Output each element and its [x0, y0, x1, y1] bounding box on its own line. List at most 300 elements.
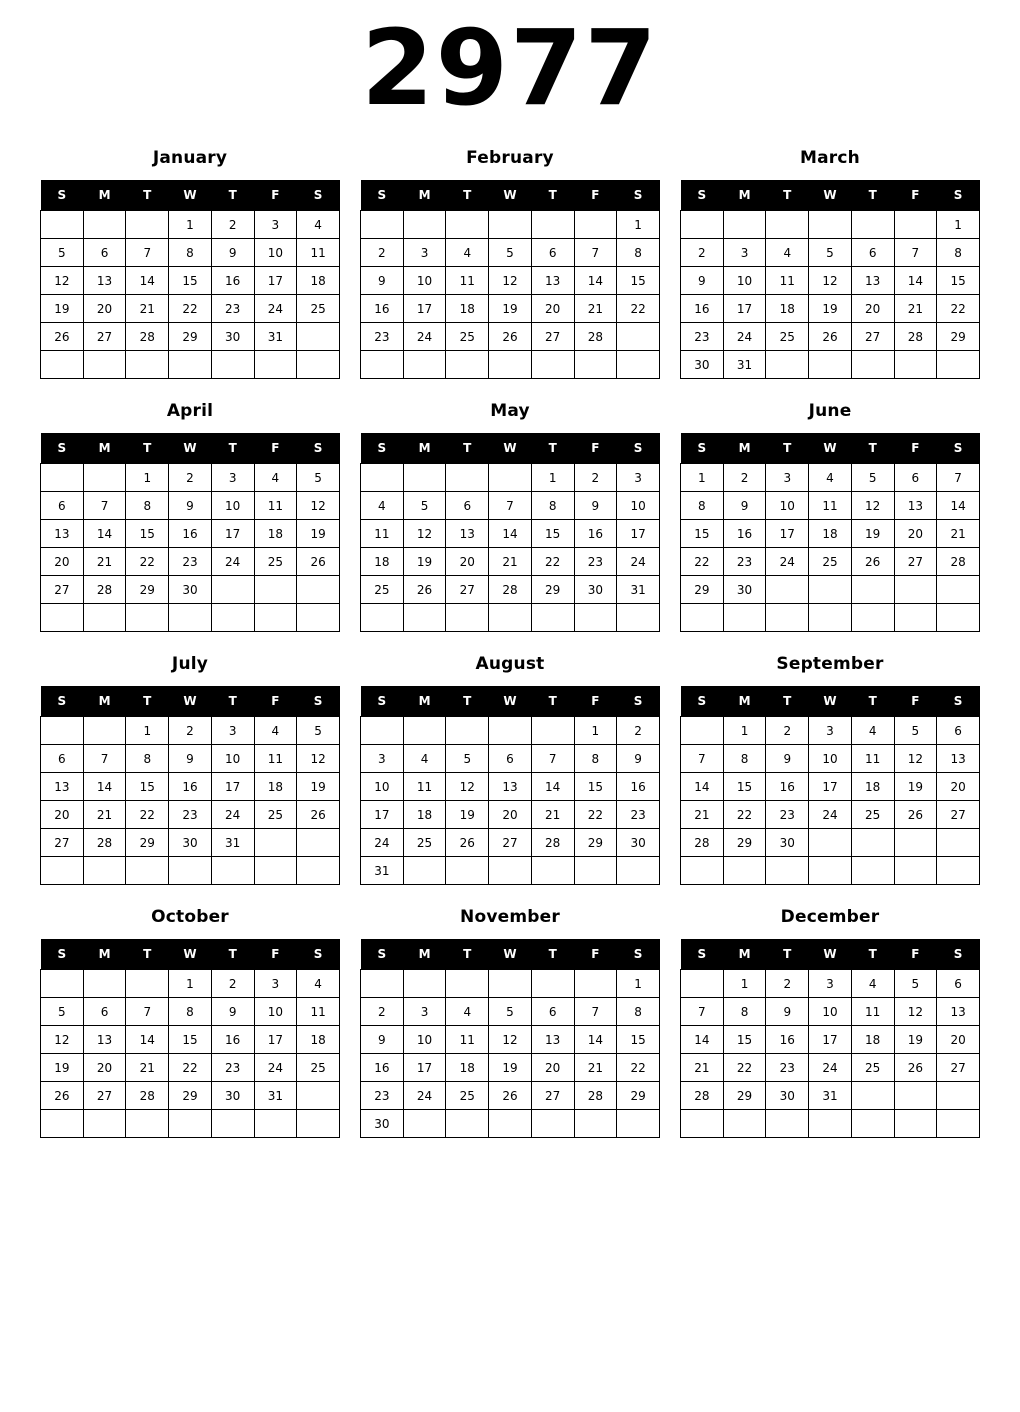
day-cell[interactable]: 4 — [851, 970, 894, 998]
day-cell[interactable]: 10 — [403, 1026, 446, 1054]
day-cell[interactable]: 17 — [617, 520, 660, 548]
day-cell[interactable]: 6 — [937, 970, 980, 998]
day-cell[interactable]: 14 — [531, 773, 574, 801]
day-cell[interactable]: 27 — [937, 1054, 980, 1082]
day-cell[interactable]: 14 — [126, 1026, 169, 1054]
day-cell[interactable]: 28 — [489, 576, 532, 604]
day-cell[interactable]: 30 — [169, 829, 212, 857]
day-cell[interactable]: 20 — [41, 801, 84, 829]
day-cell[interactable]: 7 — [83, 492, 126, 520]
day-cell[interactable]: 27 — [83, 323, 126, 351]
day-cell[interactable]: 2 — [169, 717, 212, 745]
day-cell[interactable]: 15 — [723, 773, 766, 801]
day-cell[interactable]: 24 — [617, 548, 660, 576]
day-cell[interactable]: 25 — [254, 801, 297, 829]
day-cell[interactable]: 1 — [723, 717, 766, 745]
day-cell[interactable]: 2 — [766, 970, 809, 998]
day-cell[interactable]: 25 — [297, 1054, 340, 1082]
day-cell[interactable]: 16 — [681, 295, 724, 323]
day-cell[interactable]: 1 — [617, 970, 660, 998]
day-cell[interactable]: 23 — [211, 1054, 254, 1082]
day-cell[interactable]: 21 — [894, 295, 937, 323]
day-cell[interactable]: 23 — [211, 295, 254, 323]
day-cell[interactable]: 27 — [531, 323, 574, 351]
day-cell[interactable]: 9 — [211, 239, 254, 267]
day-cell[interactable]: 15 — [531, 520, 574, 548]
day-cell[interactable]: 9 — [723, 492, 766, 520]
day-cell[interactable]: 14 — [894, 267, 937, 295]
day-cell[interactable]: 9 — [574, 492, 617, 520]
day-cell[interactable]: 26 — [41, 323, 84, 351]
day-cell[interactable]: 8 — [723, 745, 766, 773]
day-cell[interactable]: 9 — [617, 745, 660, 773]
day-cell[interactable]: 4 — [403, 745, 446, 773]
day-cell[interactable]: 17 — [809, 773, 852, 801]
day-cell[interactable]: 28 — [681, 1082, 724, 1110]
day-cell[interactable]: 11 — [297, 239, 340, 267]
day-cell[interactable]: 30 — [211, 1082, 254, 1110]
day-cell[interactable]: 5 — [489, 239, 532, 267]
day-cell[interactable]: 8 — [126, 745, 169, 773]
day-cell[interactable]: 14 — [937, 492, 980, 520]
day-cell[interactable]: 10 — [809, 745, 852, 773]
day-cell[interactable]: 19 — [297, 773, 340, 801]
day-cell[interactable]: 6 — [41, 492, 84, 520]
day-cell[interactable]: 2 — [681, 239, 724, 267]
day-cell[interactable]: 11 — [254, 745, 297, 773]
day-cell[interactable]: 12 — [851, 492, 894, 520]
day-cell[interactable]: 24 — [403, 1082, 446, 1110]
day-cell[interactable]: 22 — [169, 295, 212, 323]
day-cell[interactable]: 3 — [809, 970, 852, 998]
day-cell[interactable]: 30 — [681, 351, 724, 379]
day-cell[interactable]: 28 — [894, 323, 937, 351]
day-cell[interactable]: 29 — [169, 323, 212, 351]
day-cell[interactable]: 30 — [766, 1082, 809, 1110]
day-cell[interactable]: 19 — [41, 295, 84, 323]
day-cell[interactable]: 23 — [617, 801, 660, 829]
day-cell[interactable]: 27 — [446, 576, 489, 604]
day-cell[interactable]: 25 — [809, 548, 852, 576]
day-cell[interactable]: 20 — [937, 773, 980, 801]
day-cell[interactable]: 6 — [851, 239, 894, 267]
day-cell[interactable]: 24 — [211, 801, 254, 829]
day-cell[interactable]: 26 — [297, 801, 340, 829]
day-cell[interactable]: 26 — [894, 801, 937, 829]
day-cell[interactable]: 23 — [723, 548, 766, 576]
day-cell[interactable]: 21 — [83, 548, 126, 576]
day-cell[interactable]: 1 — [617, 211, 660, 239]
day-cell[interactable]: 9 — [361, 267, 404, 295]
day-cell[interactable]: 22 — [681, 548, 724, 576]
day-cell[interactable]: 4 — [446, 998, 489, 1026]
day-cell[interactable]: 5 — [446, 745, 489, 773]
day-cell[interactable]: 2 — [617, 717, 660, 745]
day-cell[interactable]: 10 — [809, 998, 852, 1026]
day-cell[interactable]: 28 — [574, 1082, 617, 1110]
day-cell[interactable]: 22 — [617, 295, 660, 323]
day-cell[interactable]: 23 — [169, 801, 212, 829]
day-cell[interactable]: 14 — [574, 267, 617, 295]
day-cell[interactable]: 6 — [83, 239, 126, 267]
day-cell[interactable]: 19 — [297, 520, 340, 548]
day-cell[interactable]: 24 — [809, 1054, 852, 1082]
day-cell[interactable]: 6 — [531, 998, 574, 1026]
day-cell[interactable]: 2 — [361, 239, 404, 267]
day-cell[interactable]: 10 — [361, 773, 404, 801]
day-cell[interactable]: 27 — [41, 576, 84, 604]
day-cell[interactable]: 22 — [169, 1054, 212, 1082]
day-cell[interactable]: 1 — [723, 970, 766, 998]
day-cell[interactable]: 11 — [766, 267, 809, 295]
day-cell[interactable]: 15 — [169, 267, 212, 295]
day-cell[interactable]: 29 — [531, 576, 574, 604]
day-cell[interactable]: 25 — [254, 548, 297, 576]
day-cell[interactable]: 22 — [126, 801, 169, 829]
day-cell[interactable]: 3 — [403, 239, 446, 267]
day-cell[interactable]: 8 — [937, 239, 980, 267]
day-cell[interactable]: 24 — [403, 323, 446, 351]
day-cell[interactable]: 18 — [297, 1026, 340, 1054]
day-cell[interactable]: 3 — [211, 717, 254, 745]
day-cell[interactable]: 6 — [446, 492, 489, 520]
day-cell[interactable]: 12 — [894, 998, 937, 1026]
day-cell[interactable]: 22 — [574, 801, 617, 829]
day-cell[interactable]: 2 — [361, 998, 404, 1026]
day-cell[interactable]: 28 — [126, 1082, 169, 1110]
day-cell[interactable]: 7 — [531, 745, 574, 773]
day-cell[interactable]: 14 — [126, 267, 169, 295]
day-cell[interactable]: 5 — [851, 464, 894, 492]
day-cell[interactable]: 20 — [937, 1026, 980, 1054]
day-cell[interactable]: 26 — [489, 323, 532, 351]
day-cell[interactable]: 9 — [766, 745, 809, 773]
day-cell[interactable]: 18 — [297, 267, 340, 295]
day-cell[interactable]: 31 — [254, 1082, 297, 1110]
day-cell[interactable]: 7 — [574, 998, 617, 1026]
day-cell[interactable]: 13 — [937, 745, 980, 773]
day-cell[interactable]: 29 — [723, 1082, 766, 1110]
day-cell[interactable]: 29 — [126, 829, 169, 857]
day-cell[interactable]: 7 — [937, 464, 980, 492]
day-cell[interactable]: 23 — [766, 801, 809, 829]
day-cell[interactable]: 4 — [446, 239, 489, 267]
day-cell[interactable]: 1 — [169, 211, 212, 239]
day-cell[interactable]: 24 — [211, 548, 254, 576]
day-cell[interactable]: 22 — [723, 1054, 766, 1082]
day-cell[interactable]: 5 — [297, 717, 340, 745]
day-cell[interactable]: 12 — [809, 267, 852, 295]
day-cell[interactable]: 3 — [723, 239, 766, 267]
day-cell[interactable]: 28 — [83, 576, 126, 604]
day-cell[interactable]: 12 — [297, 745, 340, 773]
day-cell[interactable]: 14 — [574, 1026, 617, 1054]
day-cell[interactable]: 24 — [254, 295, 297, 323]
day-cell[interactable]: 22 — [723, 801, 766, 829]
day-cell[interactable]: 13 — [41, 773, 84, 801]
day-cell[interactable]: 29 — [617, 1082, 660, 1110]
day-cell[interactable]: 16 — [723, 520, 766, 548]
day-cell[interactable]: 8 — [617, 239, 660, 267]
day-cell[interactable]: 26 — [446, 829, 489, 857]
day-cell[interactable]: 6 — [83, 998, 126, 1026]
day-cell[interactable]: 29 — [681, 576, 724, 604]
day-cell[interactable]: 26 — [41, 1082, 84, 1110]
day-cell[interactable]: 28 — [574, 323, 617, 351]
day-cell[interactable]: 2 — [211, 970, 254, 998]
day-cell[interactable]: 7 — [126, 998, 169, 1026]
day-cell[interactable]: 10 — [403, 267, 446, 295]
day-cell[interactable]: 1 — [531, 464, 574, 492]
day-cell[interactable]: 15 — [126, 773, 169, 801]
day-cell[interactable]: 31 — [211, 829, 254, 857]
day-cell[interactable]: 24 — [766, 548, 809, 576]
day-cell[interactable]: 6 — [937, 717, 980, 745]
day-cell[interactable]: 1 — [937, 211, 980, 239]
day-cell[interactable]: 11 — [361, 520, 404, 548]
day-cell[interactable]: 11 — [297, 998, 340, 1026]
day-cell[interactable]: 13 — [894, 492, 937, 520]
day-cell[interactable]: 12 — [489, 1026, 532, 1054]
day-cell[interactable]: 15 — [617, 267, 660, 295]
day-cell[interactable]: 16 — [211, 267, 254, 295]
day-cell[interactable]: 15 — [617, 1026, 660, 1054]
day-cell[interactable]: 14 — [681, 773, 724, 801]
day-cell[interactable]: 4 — [297, 211, 340, 239]
day-cell[interactable]: 15 — [126, 520, 169, 548]
day-cell[interactable]: 2 — [766, 717, 809, 745]
day-cell[interactable]: 1 — [126, 464, 169, 492]
day-cell[interactable]: 3 — [403, 998, 446, 1026]
day-cell[interactable]: 17 — [809, 1026, 852, 1054]
day-cell[interactable]: 17 — [211, 773, 254, 801]
day-cell[interactable]: 28 — [83, 829, 126, 857]
day-cell[interactable]: 23 — [681, 323, 724, 351]
day-cell[interactable]: 19 — [894, 773, 937, 801]
day-cell[interactable]: 17 — [403, 1054, 446, 1082]
day-cell[interactable]: 8 — [617, 998, 660, 1026]
day-cell[interactable]: 16 — [169, 520, 212, 548]
day-cell[interactable]: 18 — [851, 773, 894, 801]
day-cell[interactable]: 18 — [851, 1026, 894, 1054]
day-cell[interactable]: 21 — [126, 1054, 169, 1082]
day-cell[interactable]: 24 — [361, 829, 404, 857]
day-cell[interactable]: 10 — [723, 267, 766, 295]
day-cell[interactable]: 19 — [446, 801, 489, 829]
day-cell[interactable]: 22 — [126, 548, 169, 576]
day-cell[interactable]: 25 — [297, 295, 340, 323]
day-cell[interactable]: 30 — [211, 323, 254, 351]
day-cell[interactable]: 11 — [446, 267, 489, 295]
day-cell[interactable]: 23 — [766, 1054, 809, 1082]
day-cell[interactable]: 17 — [361, 801, 404, 829]
day-cell[interactable]: 11 — [446, 1026, 489, 1054]
day-cell[interactable]: 23 — [169, 548, 212, 576]
day-cell[interactable]: 31 — [809, 1082, 852, 1110]
day-cell[interactable]: 17 — [723, 295, 766, 323]
day-cell[interactable]: 9 — [766, 998, 809, 1026]
day-cell[interactable]: 5 — [41, 239, 84, 267]
day-cell[interactable]: 20 — [531, 1054, 574, 1082]
day-cell[interactable]: 25 — [446, 1082, 489, 1110]
day-cell[interactable]: 21 — [681, 801, 724, 829]
day-cell[interactable]: 8 — [681, 492, 724, 520]
day-cell[interactable]: 31 — [254, 323, 297, 351]
day-cell[interactable]: 14 — [681, 1026, 724, 1054]
day-cell[interactable]: 5 — [489, 998, 532, 1026]
day-cell[interactable]: 9 — [681, 267, 724, 295]
day-cell[interactable]: 4 — [851, 717, 894, 745]
day-cell[interactable]: 1 — [574, 717, 617, 745]
day-cell[interactable]: 15 — [574, 773, 617, 801]
day-cell[interactable]: 18 — [766, 295, 809, 323]
day-cell[interactable]: 3 — [809, 717, 852, 745]
day-cell[interactable]: 17 — [766, 520, 809, 548]
day-cell[interactable]: 16 — [169, 773, 212, 801]
day-cell[interactable]: 16 — [766, 773, 809, 801]
day-cell[interactable]: 18 — [254, 520, 297, 548]
day-cell[interactable]: 18 — [446, 295, 489, 323]
day-cell[interactable]: 3 — [766, 464, 809, 492]
day-cell[interactable]: 23 — [361, 323, 404, 351]
day-cell[interactable]: 20 — [83, 295, 126, 323]
day-cell[interactable]: 21 — [489, 548, 532, 576]
day-cell[interactable]: 16 — [361, 295, 404, 323]
day-cell[interactable]: 28 — [937, 548, 980, 576]
day-cell[interactable]: 8 — [169, 998, 212, 1026]
day-cell[interactable]: 18 — [446, 1054, 489, 1082]
day-cell[interactable]: 5 — [809, 239, 852, 267]
day-cell[interactable]: 6 — [894, 464, 937, 492]
day-cell[interactable]: 19 — [41, 1054, 84, 1082]
day-cell[interactable]: 26 — [403, 576, 446, 604]
day-cell[interactable]: 3 — [211, 464, 254, 492]
day-cell[interactable]: 28 — [126, 323, 169, 351]
day-cell[interactable]: 21 — [937, 520, 980, 548]
day-cell[interactable]: 12 — [403, 520, 446, 548]
day-cell[interactable]: 4 — [297, 970, 340, 998]
day-cell[interactable]: 21 — [83, 801, 126, 829]
day-cell[interactable]: 18 — [254, 773, 297, 801]
day-cell[interactable]: 19 — [489, 295, 532, 323]
day-cell[interactable]: 15 — [723, 1026, 766, 1054]
day-cell[interactable]: 5 — [297, 464, 340, 492]
day-cell[interactable]: 15 — [937, 267, 980, 295]
day-cell[interactable]: 30 — [169, 576, 212, 604]
day-cell[interactable]: 30 — [723, 576, 766, 604]
day-cell[interactable]: 20 — [851, 295, 894, 323]
day-cell[interactable]: 4 — [254, 464, 297, 492]
day-cell[interactable]: 11 — [809, 492, 852, 520]
day-cell[interactable]: 27 — [851, 323, 894, 351]
day-cell[interactable]: 12 — [894, 745, 937, 773]
day-cell[interactable]: 14 — [83, 773, 126, 801]
day-cell[interactable]: 15 — [681, 520, 724, 548]
day-cell[interactable]: 15 — [169, 1026, 212, 1054]
day-cell[interactable]: 26 — [809, 323, 852, 351]
day-cell[interactable]: 22 — [937, 295, 980, 323]
day-cell[interactable]: 6 — [531, 239, 574, 267]
day-cell[interactable]: 1 — [681, 464, 724, 492]
day-cell[interactable]: 7 — [681, 745, 724, 773]
day-cell[interactable]: 8 — [126, 492, 169, 520]
day-cell[interactable]: 16 — [211, 1026, 254, 1054]
day-cell[interactable]: 29 — [574, 829, 617, 857]
day-cell[interactable]: 13 — [83, 267, 126, 295]
day-cell[interactable]: 25 — [851, 1054, 894, 1082]
day-cell[interactable]: 25 — [851, 801, 894, 829]
day-cell[interactable]: 23 — [574, 548, 617, 576]
day-cell[interactable]: 5 — [894, 717, 937, 745]
day-cell[interactable]: 20 — [446, 548, 489, 576]
day-cell[interactable]: 11 — [851, 745, 894, 773]
day-cell[interactable]: 13 — [937, 998, 980, 1026]
day-cell[interactable]: 24 — [809, 801, 852, 829]
day-cell[interactable]: 29 — [723, 829, 766, 857]
day-cell[interactable]: 8 — [531, 492, 574, 520]
day-cell[interactable]: 2 — [211, 211, 254, 239]
day-cell[interactable]: 29 — [126, 576, 169, 604]
day-cell[interactable]: 20 — [531, 295, 574, 323]
day-cell[interactable]: 18 — [361, 548, 404, 576]
day-cell[interactable]: 28 — [681, 829, 724, 857]
day-cell[interactable]: 9 — [211, 998, 254, 1026]
day-cell[interactable]: 17 — [403, 295, 446, 323]
day-cell[interactable]: 31 — [361, 857, 404, 885]
day-cell[interactable]: 7 — [894, 239, 937, 267]
day-cell[interactable]: 16 — [617, 773, 660, 801]
day-cell[interactable]: 22 — [617, 1054, 660, 1082]
day-cell[interactable]: 9 — [169, 745, 212, 773]
day-cell[interactable]: 21 — [531, 801, 574, 829]
day-cell[interactable]: 4 — [809, 464, 852, 492]
day-cell[interactable]: 16 — [361, 1054, 404, 1082]
day-cell[interactable]: 27 — [894, 548, 937, 576]
day-cell[interactable]: 7 — [489, 492, 532, 520]
day-cell[interactable]: 19 — [489, 1054, 532, 1082]
day-cell[interactable]: 24 — [723, 323, 766, 351]
day-cell[interactable]: 25 — [446, 323, 489, 351]
day-cell[interactable]: 28 — [531, 829, 574, 857]
day-cell[interactable]: 31 — [617, 576, 660, 604]
day-cell[interactable]: 25 — [403, 829, 446, 857]
day-cell[interactable]: 13 — [83, 1026, 126, 1054]
day-cell[interactable]: 2 — [723, 464, 766, 492]
day-cell[interactable]: 4 — [361, 492, 404, 520]
day-cell[interactable]: 16 — [766, 1026, 809, 1054]
day-cell[interactable]: 25 — [361, 576, 404, 604]
day-cell[interactable]: 13 — [531, 267, 574, 295]
day-cell[interactable]: 27 — [83, 1082, 126, 1110]
day-cell[interactable]: 19 — [403, 548, 446, 576]
day-cell[interactable]: 3 — [361, 745, 404, 773]
day-cell[interactable]: 11 — [403, 773, 446, 801]
day-cell[interactable]: 30 — [766, 829, 809, 857]
day-cell[interactable]: 26 — [894, 1054, 937, 1082]
day-cell[interactable]: 20 — [894, 520, 937, 548]
day-cell[interactable]: 7 — [83, 745, 126, 773]
day-cell[interactable]: 18 — [809, 520, 852, 548]
day-cell[interactable]: 21 — [681, 1054, 724, 1082]
day-cell[interactable]: 10 — [617, 492, 660, 520]
day-cell[interactable]: 19 — [809, 295, 852, 323]
day-cell[interactable]: 8 — [574, 745, 617, 773]
day-cell[interactable]: 12 — [41, 1026, 84, 1054]
day-cell[interactable]: 9 — [361, 1026, 404, 1054]
day-cell[interactable]: 30 — [574, 576, 617, 604]
day-cell[interactable]: 13 — [531, 1026, 574, 1054]
day-cell[interactable]: 6 — [489, 745, 532, 773]
